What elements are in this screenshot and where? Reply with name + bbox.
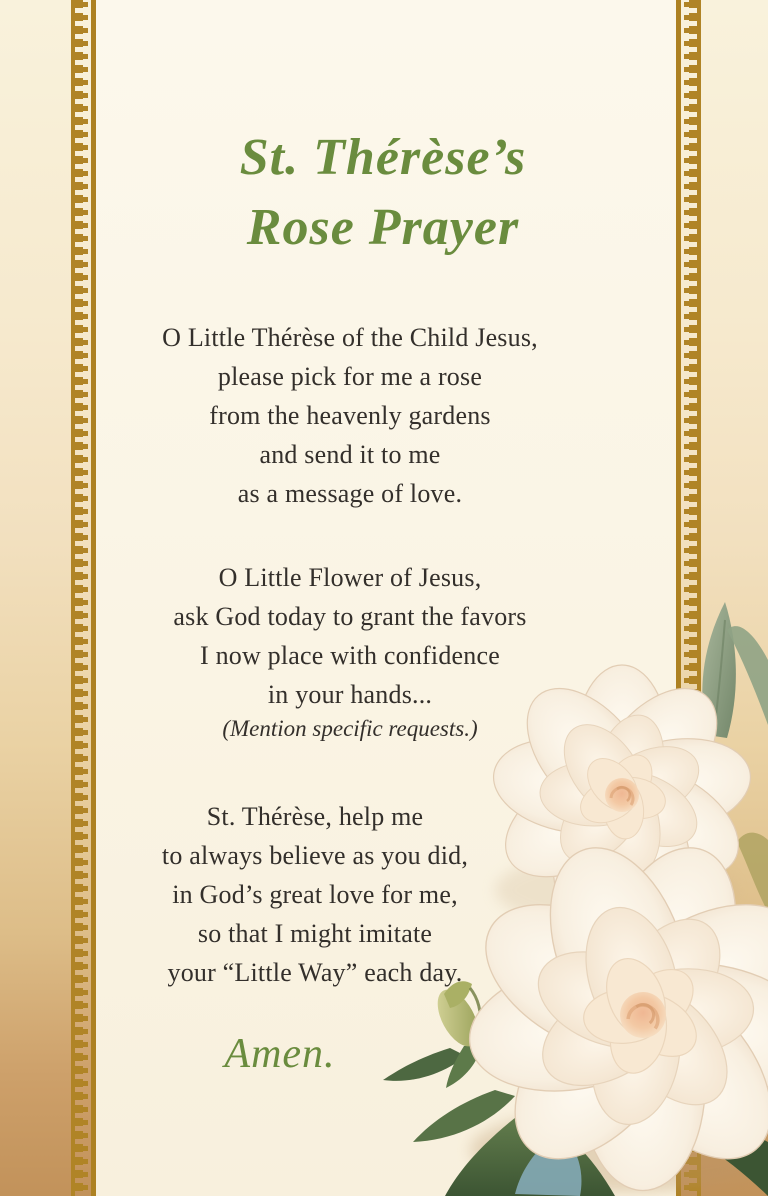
- border-dot-ornament: [75, 0, 91, 1196]
- prayer-line: please pick for me a rose: [217, 362, 483, 391]
- prayer-line: O Little Flower of Jesus,: [218, 563, 482, 592]
- title-line: Rose Prayer: [246, 198, 520, 256]
- prayer-line: your “Little Way” each day.: [167, 958, 463, 987]
- prayer-line: ask God today to grant the favors: [173, 602, 527, 631]
- prayer-line: so that I might imitate: [197, 919, 433, 948]
- title-line: St. Thérèse’s: [239, 128, 527, 186]
- mention-requests-note: (Mention specific requests.): [222, 716, 478, 741]
- card-title: [96, 123, 670, 263]
- stanza-1: [96, 318, 604, 513]
- prayer-line: O Little Thérèse of the Child Jesus,: [162, 323, 538, 352]
- prayer-line: in your hands...: [267, 680, 433, 709]
- prayer-line: I now place with confidence: [200, 641, 500, 670]
- side-leaf: [737, 833, 768, 912]
- prayer-line: to always believe as you did,: [161, 841, 469, 870]
- prayer-line: St. Thérèse, help me: [206, 802, 424, 831]
- left-ornamental-border: [71, 0, 96, 1196]
- prayer-line: as a message of love.: [237, 479, 463, 508]
- prayer-line: in God’s great love for me,: [172, 880, 458, 909]
- prayer-line: and send it to me: [259, 440, 441, 469]
- white-roses-illustration: [375, 590, 768, 1196]
- amen-text: Amen.: [224, 1031, 336, 1077]
- prayer-line: from the heavenly gardens: [209, 401, 491, 430]
